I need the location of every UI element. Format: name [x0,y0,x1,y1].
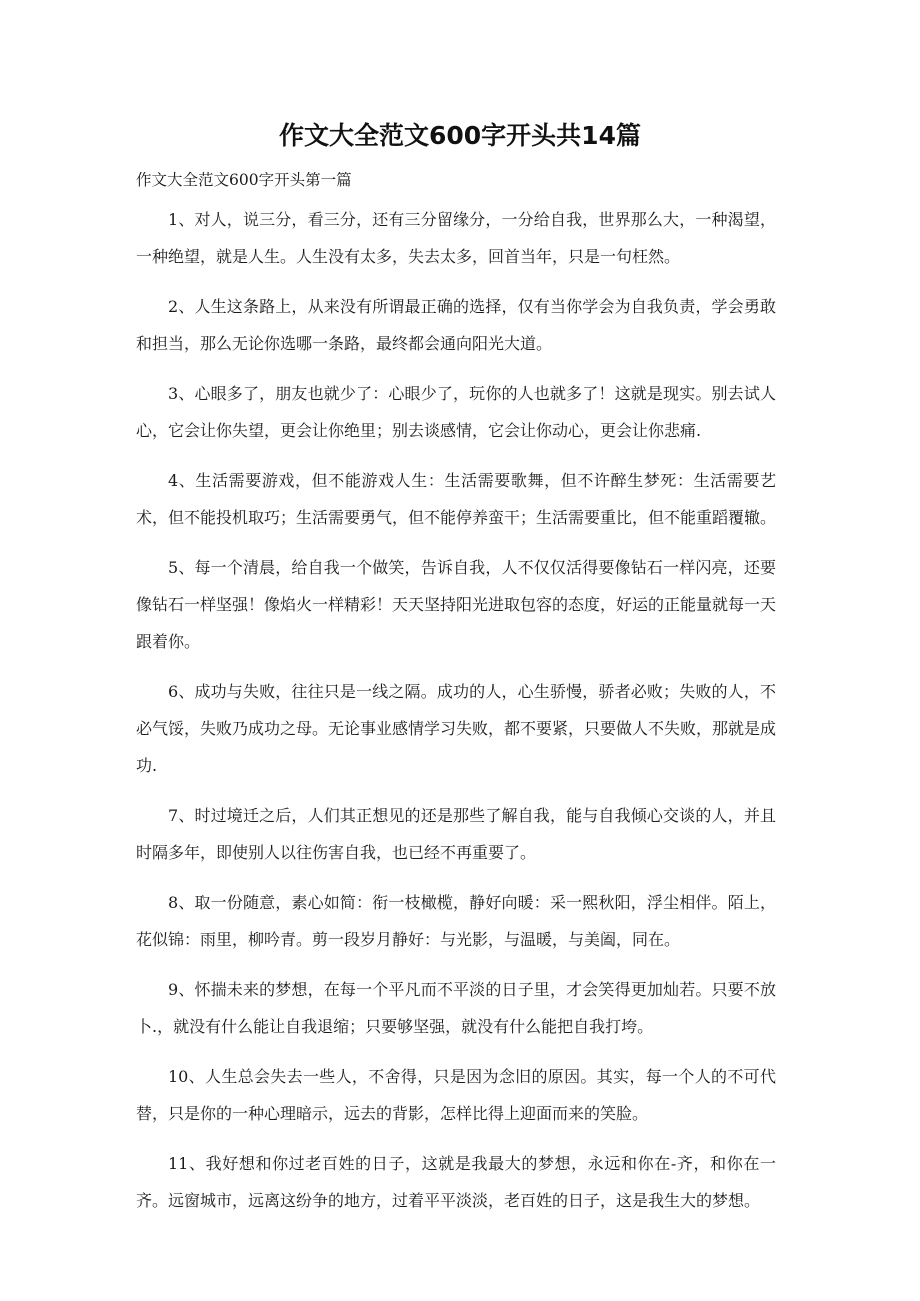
paragraph-7: 7、时过境迁之后，人们其正想见的还是那些了解自我，能与自我倾心交谈的人，并且时隔多年，即使别人以往伤害自我，也已经不再重要了。 [136,806,776,862]
paragraph-11: 11、我好想和你过老百姓的日子，这就是我最大的梦想，永远和你在-齐，和你在一齐。远窗城市，远离这纷争的地方，过着平平淡淡，老百姓的日子，这是我生大的梦想。 [136,1154,776,1210]
paragraph-10: 10、人生总会失去一些人，不舍得，只是因为念旧的原因。其实，每一个人的不可代替，只是你的一种心理暗示，远去的背影，怎样比得上迎面而来的笑脸。 [136,1067,776,1123]
document-title: 作文大全范文600字开头共14篇 [279,121,641,150]
paragraph-8: 8、取一份随意，素心如简：衔一枝橄榄，静好向暖：采一熙秋阳，浮尘相伴。陌上，花似锦：雨里，柳吟青。剪一段岁月静好：与光影，与温暖，与美阖，同在。 [136,893,776,949]
section-heading: 作文大全范文600字开头第一篇 [136,171,352,189]
paragraph-1: 1、对人，说三分，看三分，还有三分留缘分，一分给自我，世界那么大，一种渴望，一种绝望，就是人生。人生没有太多，失去太多，回首当年，只是一句枉然。 [136,210,776,266]
document-body [136,201,776,1232]
paragraph-6: 6、成功与失败，往往只是一线之隔。成功的人，心生骄慢，骄者必败；失败的人，不必气馁，失败乃成功之母。无论事业感情学习失败，都不要紧，只要做人不失败，那就是成功. [136,682,777,775]
paragraph-5: 5、每一个清晨，给自我一个做笑，告诉自我，人不仅仅活得要像钻石一样闪亮，还要像钻石一样坚强！像焰火一样精彩！天天坚持阳光进取包容的态度，好运的正能量就每一天跟着你。 [136,558,777,651]
paragraph-4: 4、生活需要游戏，但不能游戏人生：生活需要歌舞，但不许醉生梦死：生活需要艺术，但不能投机取巧；生活需要勇气，但不能停养蛮干；生活需要重比，但不能重蹈覆辙。 [136,471,777,527]
paragraph-3: 3、心眼多了，朋友也就少了：心眼少了，玩你的人也就多了！这就是现实。别去试人心，它会让你失望，更会让你绝里；别去谈感情，它会让你动心，更会让你悲痛. [136,384,776,440]
paragraph-2: 2、人生这条路上，从来没有所谓最正确的选择，仅有当你学会为自我负责，学会勇敢和担当，那么无论你选哪一条路，最终都会通向阳光大道。 [136,297,776,353]
paragraph-9: 9、怀揣未来的梦想，在每一个平凡而不平淡的日子里，才会笑得更加灿若。只要不放卜.，就没有什么能让自我退缩；只要够坚强，就没有什么能把自我打垮。 [136,980,776,1036]
